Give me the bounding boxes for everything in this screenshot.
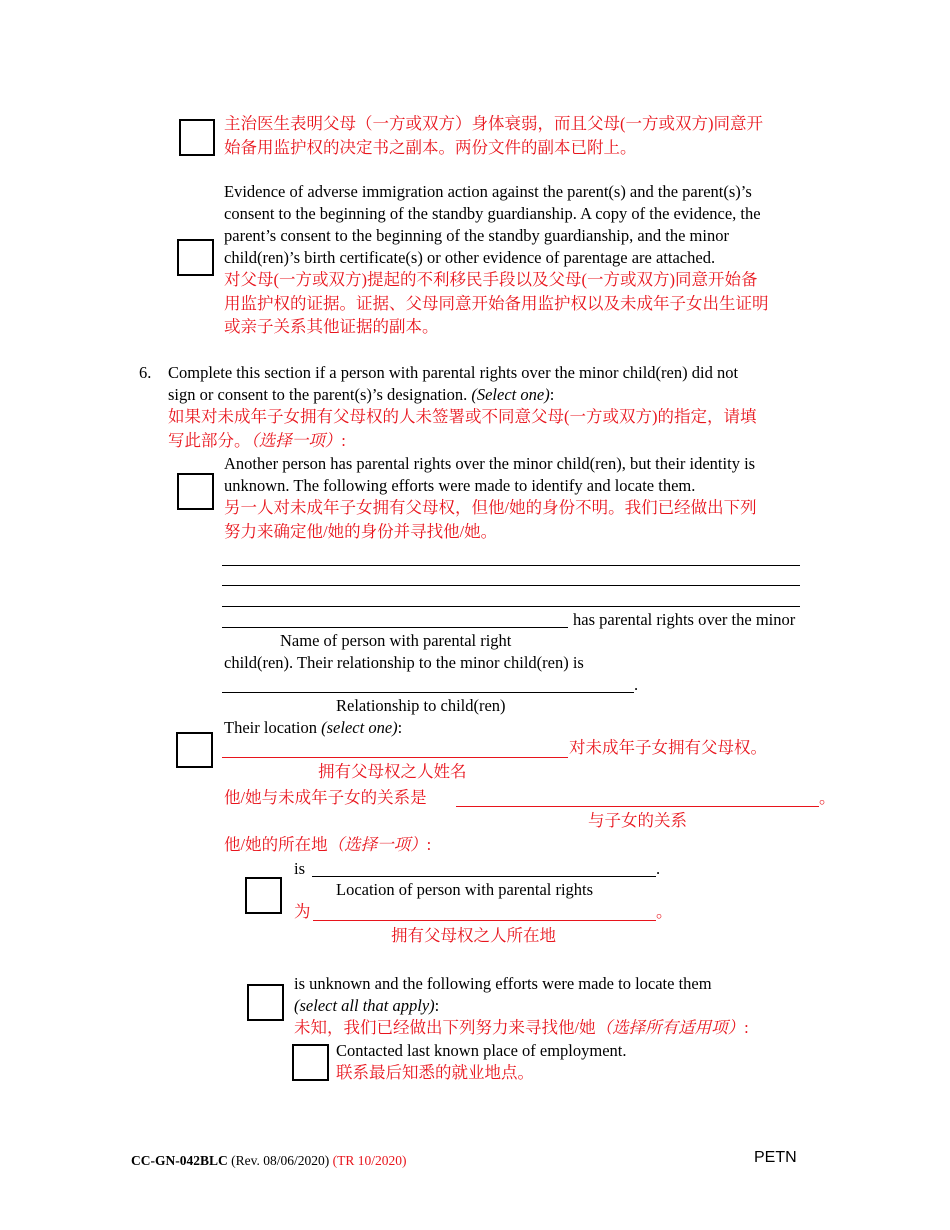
- name-caption-zh: 拥有父母权之人姓名: [318, 762, 467, 781]
- relationship-period-zh: 。: [819, 788, 836, 807]
- location-unknown-text-en-1: is unknown and the following efforts were made to locate them: [294, 974, 712, 993]
- parent-name-line[interactable]: [222, 627, 568, 628]
- contacted-employment-text-zh: 联系最后知悉的就业地点。: [336, 1063, 534, 1082]
- relationship-caption-zh: 与子女的关系: [588, 811, 687, 830]
- section-6-text-en-1: Complete this section if a person with parental rights over the minor child(ren) did not: [168, 363, 739, 382]
- physician-certification-text-zh-1: 主治医生表明父母（一方或双方）身体衰弱，而且父母(一方或双方)同意开: [224, 114, 763, 133]
- section-6-text-zh-1: 如果对未成年子女拥有父母权的人未签署或不同意父母(一方或双方)的指定，请填: [168, 407, 757, 426]
- form-number: CC-GN-042BLC: [131, 1153, 228, 1168]
- immigration-evidence-text-zh-1: 对父母(一方或双方)提起的不利移民手段以及父母(一方或双方)同意开始备: [224, 270, 758, 289]
- relationship-intro-en: child(ren). Their relationship to the minor child(ren) is: [224, 653, 584, 672]
- efforts-line-1[interactable]: [222, 565, 800, 566]
- form-revision: (Rev. 08/06/2020): [231, 1153, 330, 1168]
- parent-name-line-zh[interactable]: [222, 757, 568, 758]
- identity-unknown-text-zh-1: 另一人对未成年子女拥有父母权，但他/她的身份不明。我们已经做出下列: [224, 498, 757, 517]
- name-caption-en: Name of person with parental right: [280, 631, 512, 650]
- location-period: .: [656, 859, 661, 878]
- location-label-zh: 他/她的所在地（选择一项）:: [224, 835, 432, 854]
- location-caption-zh: 拥有父母权之人所在地: [391, 926, 556, 945]
- relationship-caption-en: Relationship to child(ren): [336, 696, 506, 715]
- immigration-evidence-text-en-1: Evidence of adverse immigration action against the parent(s) and the parent(s)’s: [224, 182, 752, 201]
- relationship-intro-zh: 他/她与未成年子女的关系是: [224, 788, 427, 807]
- section-6-text-en-2: sign or consent to the parent(s)’s designation. (Select one):: [168, 385, 555, 404]
- efforts-line-2[interactable]: [222, 585, 800, 586]
- location-is-en: is: [294, 859, 306, 878]
- checkbox-contacted-employment[interactable]: [292, 1044, 329, 1081]
- location-line-en[interactable]: [312, 876, 656, 877]
- identity-unknown-text-en-1: Another person has parental rights over the minor child(ren), but their identity is: [224, 454, 756, 473]
- location-period-zh: 。: [656, 902, 673, 921]
- immigration-evidence-text-en-4: child(ren)’s birth certificate(s) or other evidence of parentage are attached.: [224, 248, 716, 267]
- location-label-en: Their location (select one):: [224, 718, 403, 737]
- has-parental-rights-text-en: has parental rights over the minor: [573, 610, 796, 629]
- immigration-evidence-text-zh-3: 或亲子关系其他证据的副本。: [224, 317, 439, 336]
- immigration-evidence-text-en-3: parent’s consent to the beginning of the standby guardianship, and the minor: [224, 226, 729, 245]
- translation-revision: (TR 10/2020): [332, 1153, 407, 1168]
- checkbox-immigration-evidence[interactable]: [177, 239, 214, 276]
- checkbox-location-known[interactable]: [245, 877, 282, 914]
- location-unknown-text-en-2: (select all that apply):: [294, 996, 440, 1015]
- section-6-text-zh-2: 写此部分。（选择一项）:: [168, 431, 346, 450]
- checkbox-physician-certification[interactable]: [179, 119, 215, 156]
- location-is-zh: 为: [294, 902, 311, 921]
- efforts-line-3[interactable]: [222, 606, 800, 607]
- physician-certification-text-zh-2: 始备用监护权的决定书之副本。两份文件的副本已附上。: [224, 138, 637, 157]
- checkbox-identity-unknown[interactable]: [177, 473, 214, 510]
- page-code: PETN: [754, 1149, 797, 1166]
- has-parental-rights-text-zh: 对未成年子女拥有父母权。: [569, 738, 767, 757]
- form-footer: [131, 1152, 407, 1170]
- relationship-period: .: [634, 675, 639, 694]
- checkbox-identity-known[interactable]: [176, 732, 213, 768]
- relationship-line-zh[interactable]: [456, 806, 819, 807]
- location-unknown-text-zh: 未知，我们已经做出下列努力来寻找他/她（选择所有适用项）:: [294, 1018, 749, 1037]
- location-line-zh[interactable]: [313, 920, 656, 921]
- location-caption-en: Location of person with parental rights: [336, 880, 594, 899]
- contacted-employment-text-en: Contacted last known place of employment.: [336, 1041, 627, 1060]
- checkbox-location-unknown[interactable]: [247, 984, 284, 1021]
- relationship-line-en[interactable]: [222, 692, 634, 693]
- section-6-number: 6.: [139, 363, 152, 382]
- identity-unknown-text-en-2: unknown. The following efforts were made to identify and locate them.: [224, 476, 696, 495]
- identity-unknown-text-zh-2: 努力来确定他/她的身份并寻找他/她。: [224, 522, 498, 541]
- immigration-evidence-text-en-2: consent to the beginning of the standby guardianship. A copy of the evidence, the: [224, 204, 761, 223]
- immigration-evidence-text-zh-2: 用监护权的证据。证据、父母同意开始备用监护权以及未成年子女出生证明: [224, 294, 769, 313]
